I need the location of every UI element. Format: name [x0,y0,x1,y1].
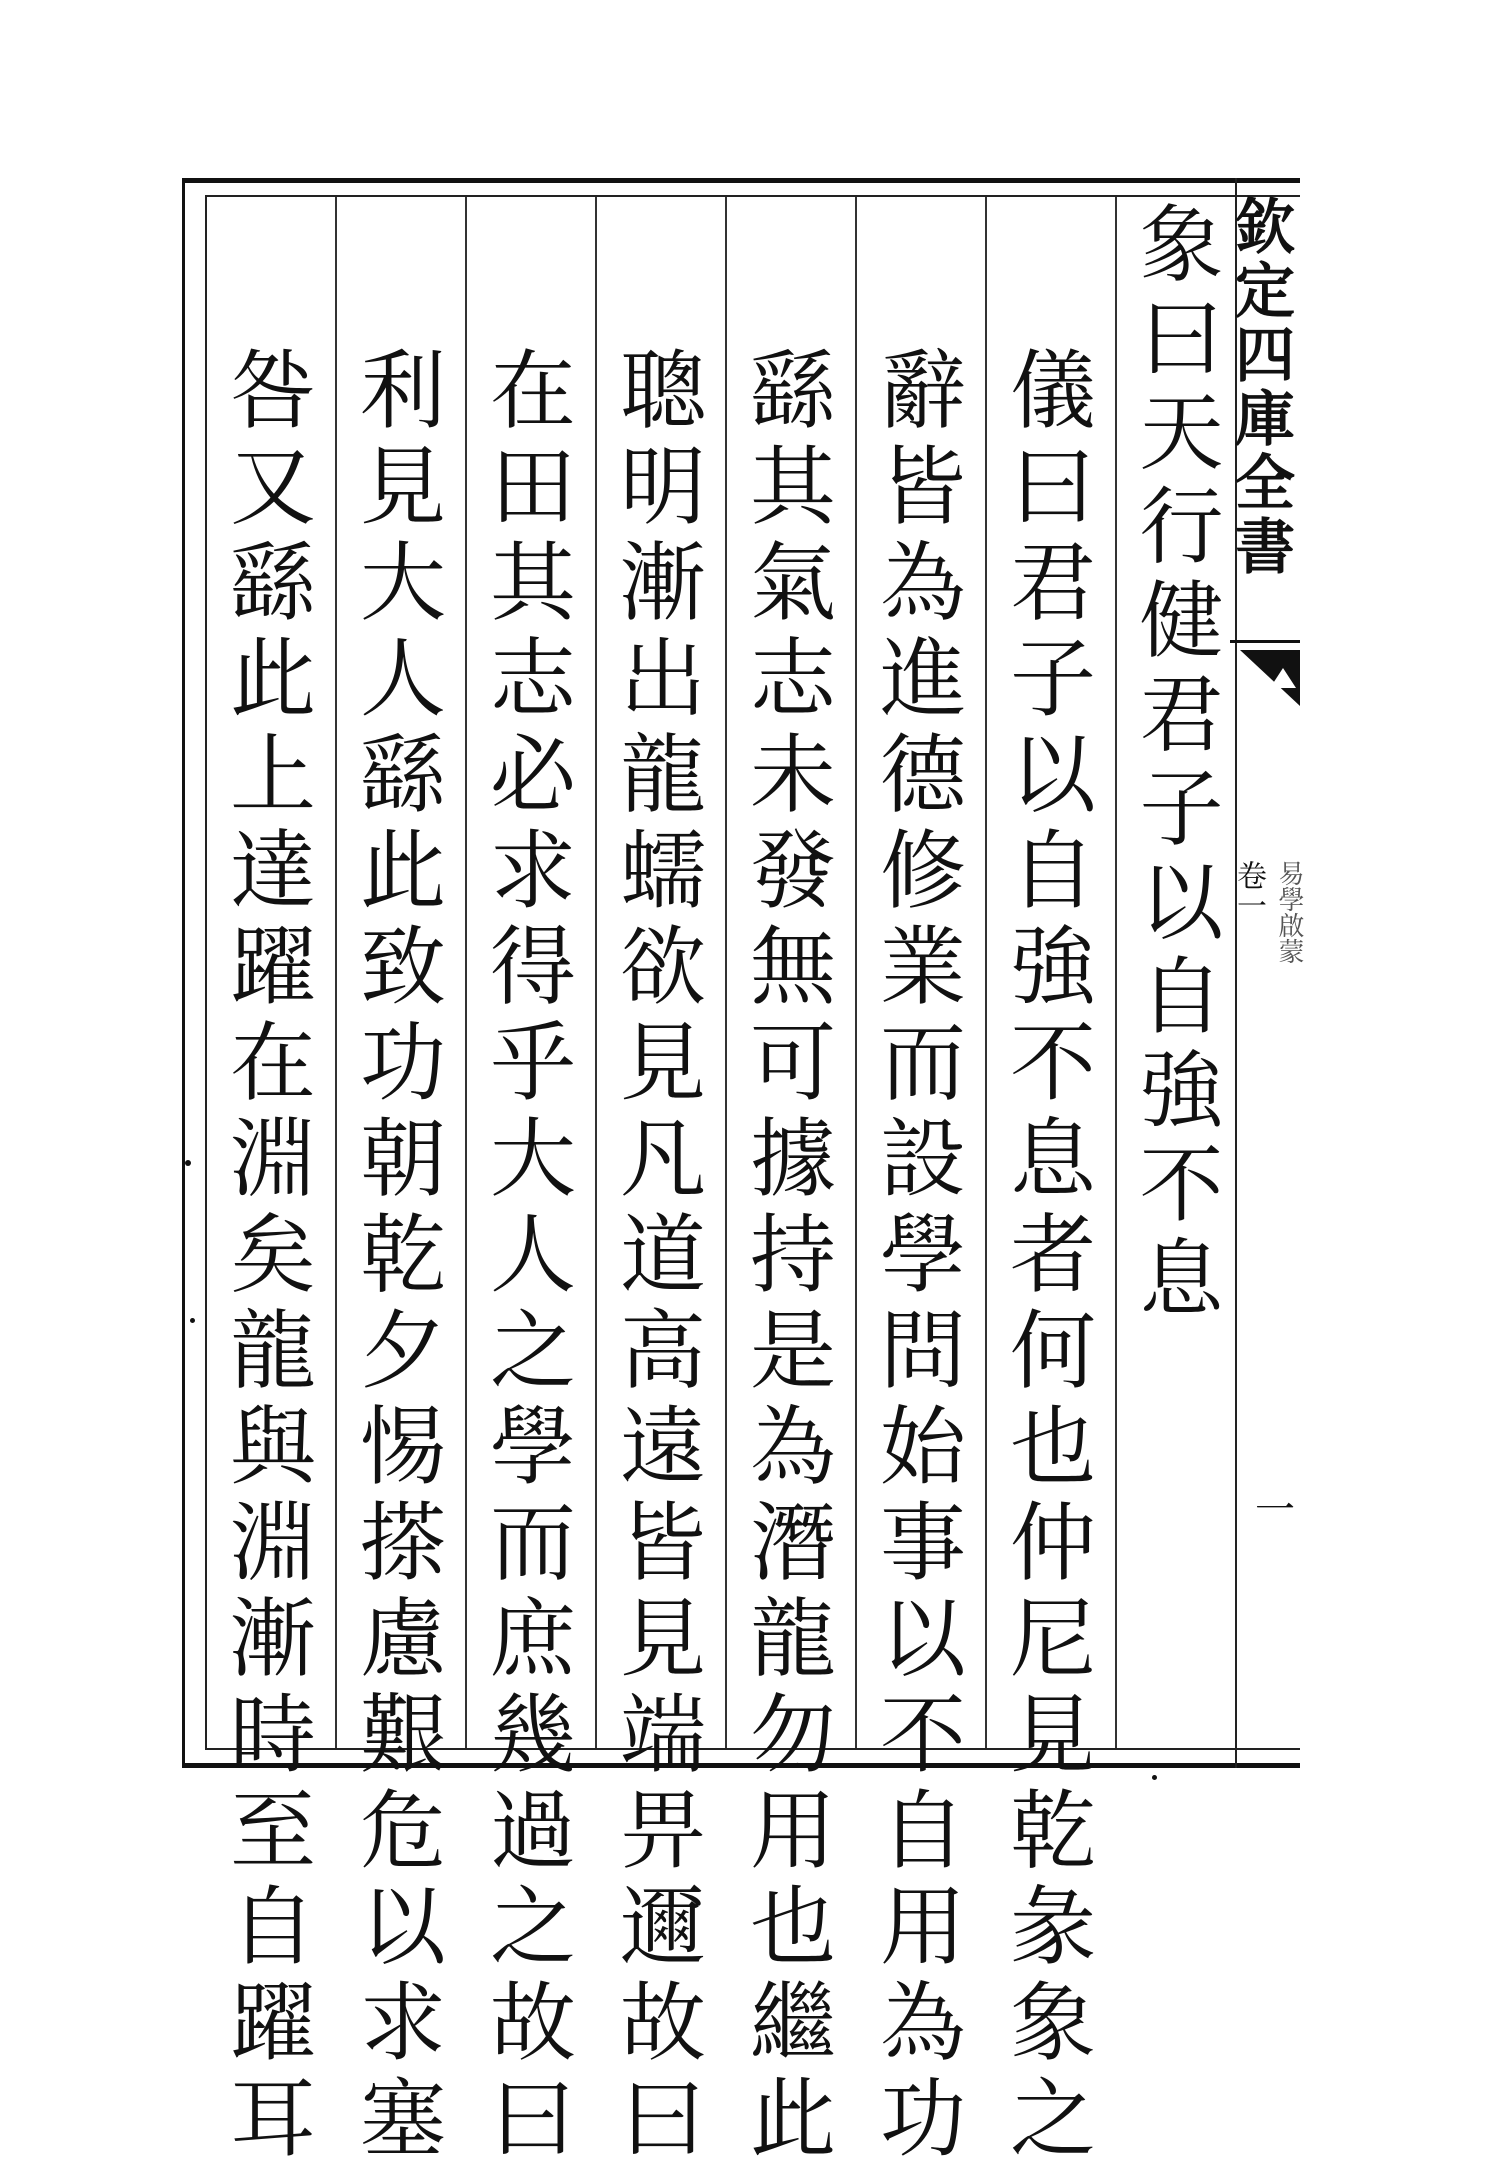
margin-book-title: 易學啟蒙 [1274,860,1304,964]
column-rule [725,197,727,1748]
text-column-8: 咎又繇此上達躍在淵矣龍與淵漸時至自躍耳 [215,345,315,2169]
column-rule [335,197,337,1748]
margin-divider [1230,640,1300,643]
fishtail-mark [1240,650,1300,706]
ink-speck [185,1160,191,1166]
margin-page-number: 一 [1255,1487,1295,1533]
margin-juan: 卷一 [1231,860,1266,920]
margin-title: 欽定四庫全書 [1225,195,1295,579]
text-column-6: 在田其志必求得乎大人之學而庶幾過之故曰 [475,345,575,2169]
text-column-3: 辭皆為進德修業而設學問始事以不自用為功 [865,345,965,2169]
text-column-2: 儀曰君子以自強不息者何也仲尼見乾彖象之 [995,345,1095,2169]
column-rule [1115,197,1117,1748]
column-rule [985,197,987,1748]
column-rule [595,197,597,1748]
ink-speck [190,1318,195,1323]
column-rule [465,197,467,1748]
column-rule [855,197,857,1748]
text-column-7: 利見大人繇此致功朝乾夕惕搽慮艱危以求塞 [345,345,445,2169]
text-column-1: 象曰天行健君子以自強不息 [1126,200,1224,1328]
text-column-5: 聰明漸出龍蠕欲見凡道高遠皆見端畀邇故曰 [605,345,705,2169]
ink-speck [1152,1775,1157,1780]
text-column-4: 繇其氣志未發無可據持是為潛龍勿用也繼此 [735,345,835,2169]
